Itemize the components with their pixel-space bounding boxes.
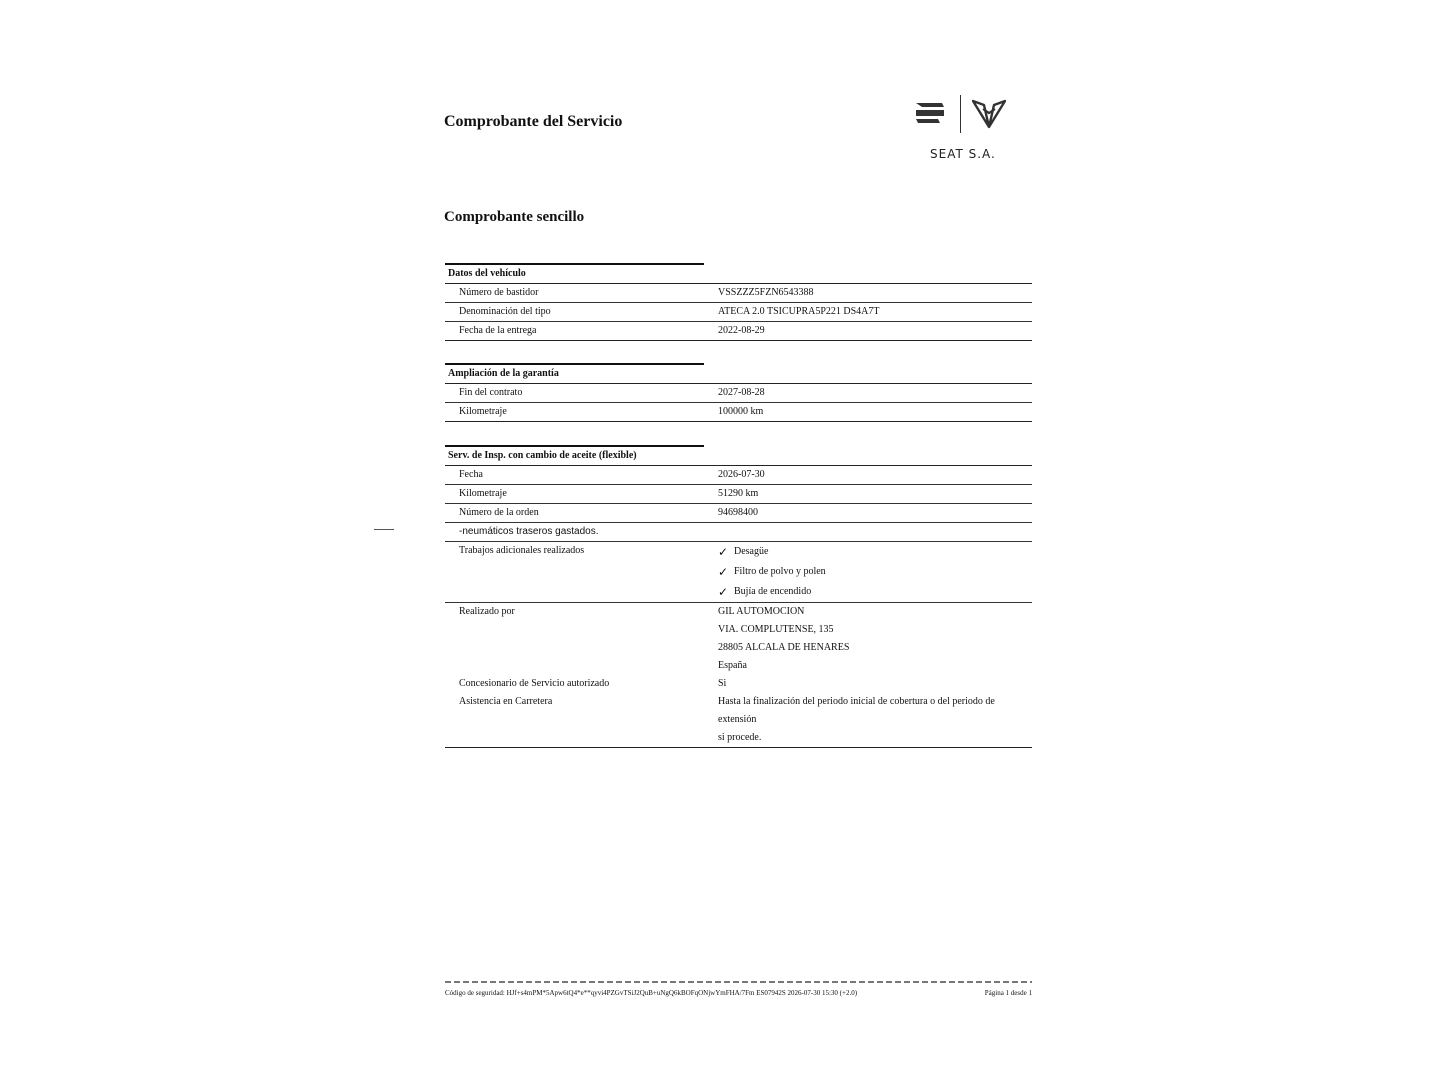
row-label: Número de la orden bbox=[459, 507, 539, 518]
section-heading: Ampliación de la garantía bbox=[445, 365, 1032, 384]
page-number: Página 1 desde 1 bbox=[984, 989, 1032, 997]
text-line: si procede. bbox=[718, 732, 762, 743]
row-label: Asistencia en Carretera bbox=[459, 696, 553, 707]
table-row bbox=[445, 403, 1032, 422]
section-heading: Datos del vehículo bbox=[445, 265, 1032, 284]
document-title: Comprobante del Servicio bbox=[444, 113, 623, 130]
checkmark-icon: ✓ bbox=[718, 545, 729, 559]
row-label: Kilometraje bbox=[459, 488, 507, 499]
cupra-logo-icon bbox=[972, 99, 1006, 129]
checklist-item bbox=[718, 562, 1032, 582]
table-row bbox=[445, 466, 1032, 485]
row-value: 2022-08-29 bbox=[718, 325, 765, 336]
row-value: 2026-07-30 bbox=[718, 469, 765, 480]
checklist-item-label: Desagüe bbox=[734, 546, 769, 557]
service-section bbox=[445, 445, 1032, 748]
document-subtitle: Comprobante sencillo bbox=[444, 209, 585, 225]
table-row bbox=[445, 303, 1032, 322]
address-line: VIA. COMPLUTENSE, 135 bbox=[718, 624, 834, 635]
checklist-item-label: Filtro de polvo y polen bbox=[734, 566, 826, 577]
address-line: GIL AUTOMOCION bbox=[718, 606, 805, 617]
row-label: Realizado por bbox=[459, 606, 515, 617]
row-value: VSSZZZ5FZN6543388 bbox=[718, 287, 814, 298]
section-heading: Serv. de Insp. con cambio de aceite (flexible) bbox=[445, 447, 1032, 466]
warranty-section bbox=[445, 363, 1032, 422]
checklist-item-label: Bujía de encendido bbox=[734, 586, 812, 597]
row-value: ATECA 2.0 TSICUPRA5P221 DS4A7T bbox=[718, 306, 880, 317]
security-code: Código de seguridad: HJf+s4mPM*5Apw6tQ4*e**qyvi4PZGvTSiJ2QuB+uNgQ6kBOFqONjwYmFHA/7Fm ES07942S 2026-07-30 15:30 (+2.0) bbox=[445, 989, 858, 997]
additional-work-row bbox=[445, 542, 1032, 603]
text-line: Hasta la finalización del periodo inicial de cobertura o del periodo de extensión bbox=[718, 696, 995, 725]
checklist-item bbox=[718, 542, 1032, 562]
service-note-row bbox=[445, 523, 1032, 542]
row-label: Concesionario de Servicio autorizado bbox=[459, 678, 610, 689]
footer bbox=[445, 989, 1032, 997]
service-note: -neumáticos traseros gastados. bbox=[459, 526, 599, 537]
table-row bbox=[445, 485, 1032, 504]
row-value: 100000 km bbox=[718, 406, 764, 417]
table-row bbox=[445, 384, 1032, 403]
logo-divider bbox=[960, 95, 961, 133]
seat-logo-icon bbox=[914, 101, 946, 125]
checkmark-icon: ✓ bbox=[718, 585, 729, 599]
row-value: 2027-08-28 bbox=[718, 387, 765, 398]
row-value: Si bbox=[718, 678, 727, 689]
performed-by-address bbox=[704, 603, 1032, 675]
roadside-assistance-text bbox=[704, 693, 1032, 747]
footer-rule bbox=[445, 981, 1032, 983]
checklist-item bbox=[718, 582, 1032, 602]
row-label: Denominación del tipo bbox=[459, 306, 551, 317]
table-row bbox=[445, 504, 1032, 523]
company-name: SEAT S.A. bbox=[930, 147, 996, 161]
row-label: Trabajos adicionales realizados bbox=[459, 545, 585, 556]
additional-work-list bbox=[704, 542, 1032, 602]
roadside-assistance-row bbox=[445, 693, 1032, 748]
table-row bbox=[445, 284, 1032, 303]
performed-by-row bbox=[445, 603, 1032, 675]
address-line: 28805 ALCALA DE HENARES bbox=[718, 642, 850, 653]
row-label: Fin del contrato bbox=[459, 387, 523, 398]
row-label: Fecha bbox=[459, 469, 483, 480]
address-line: España bbox=[718, 660, 747, 671]
row-value: 51290 km bbox=[718, 488, 759, 499]
dealer-row bbox=[445, 675, 1032, 693]
row-label: Número de bastidor bbox=[459, 287, 539, 298]
margin-mark bbox=[374, 529, 394, 530]
table-row bbox=[445, 322, 1032, 341]
row-value: 94698400 bbox=[718, 507, 758, 518]
brand-logo bbox=[914, 93, 1014, 165]
vehicle-section bbox=[445, 263, 1032, 341]
row-label: Fecha de la entrega bbox=[459, 325, 537, 336]
row-label: Kilometraje bbox=[459, 406, 507, 417]
checkmark-icon: ✓ bbox=[718, 565, 729, 579]
